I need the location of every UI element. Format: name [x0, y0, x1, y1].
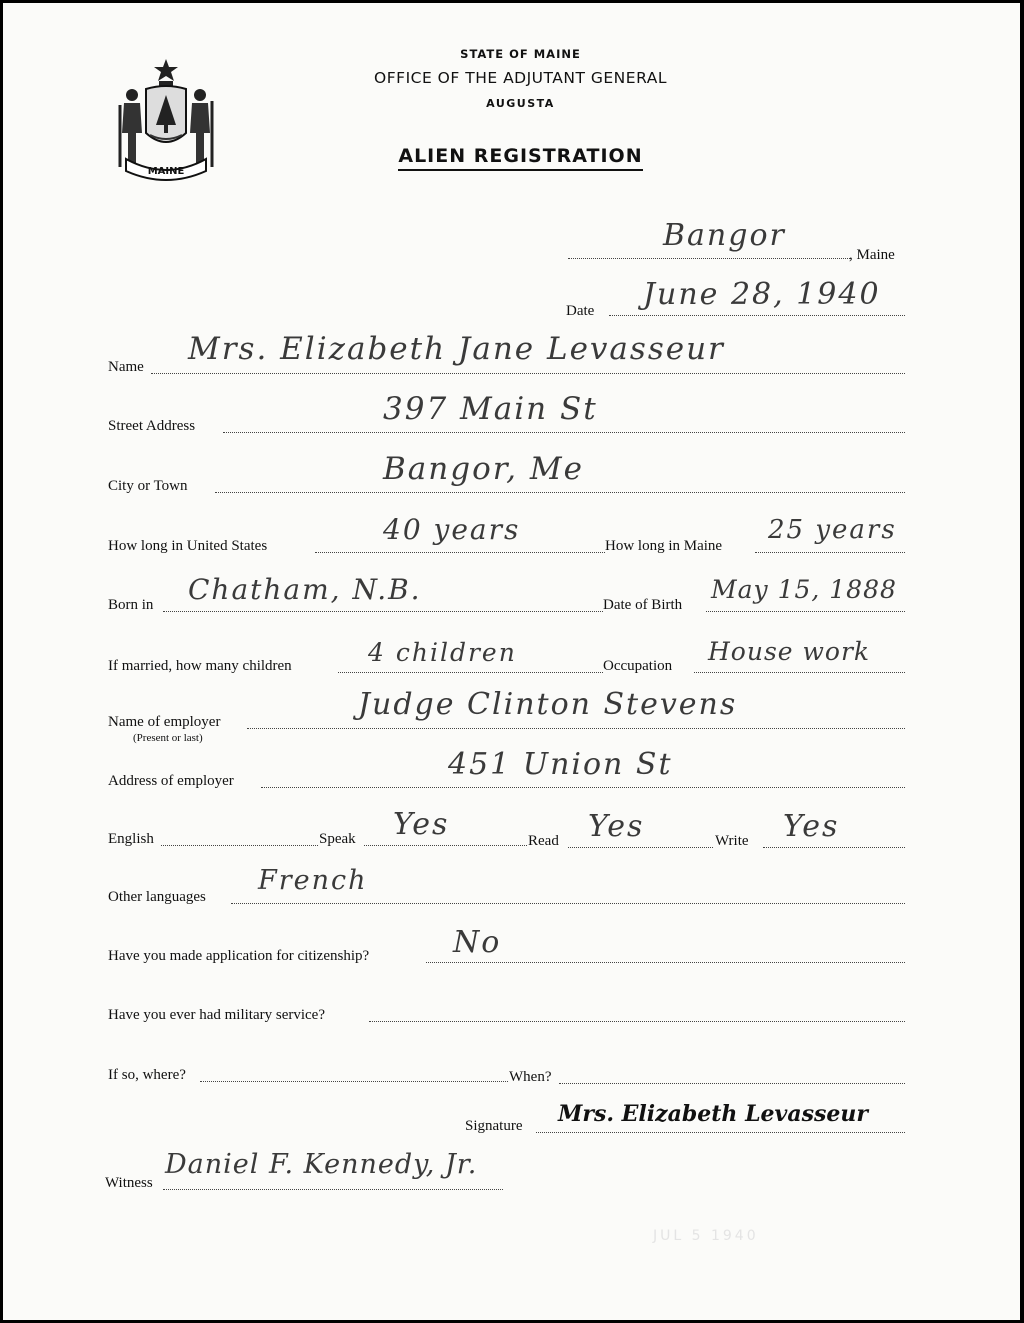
date-line [609, 315, 905, 316]
state-heading: STATE OF MAINE [460, 47, 581, 61]
street-address-line [223, 432, 905, 433]
receipt-stamp: JUL 5 1940 [653, 1228, 759, 1244]
street-address-label: Street Address [108, 418, 196, 434]
employer-address-line [261, 787, 905, 788]
citizenship-line [426, 962, 905, 963]
when-line [559, 1083, 905, 1084]
years-us-label: How long in United States [108, 538, 268, 554]
read-entry: Yes [588, 809, 645, 844]
english-line [161, 845, 318, 846]
signature-line [536, 1132, 905, 1133]
city-heading: AUGUSTA [486, 97, 555, 110]
employer-address-label: Address of employer [108, 773, 234, 789]
name-line [151, 373, 905, 374]
where-line [200, 1081, 508, 1082]
employer-sublabel: (Present or last) [133, 732, 203, 744]
speak-label: Speak [319, 831, 356, 847]
city-entry: Bangor, Me [383, 451, 584, 487]
years-us-entry: 40 years [383, 513, 521, 546]
witness-line [163, 1189, 503, 1190]
dob-line [706, 611, 905, 612]
children-entry: 4 children [368, 638, 517, 667]
born-line [163, 611, 603, 612]
other-languages-line [231, 903, 905, 904]
years-maine-label: How long in Maine [605, 538, 723, 554]
date-label: Date [566, 303, 595, 319]
city-line [215, 492, 905, 493]
witness-entry: Daniel F. Kennedy, Jr. [165, 1149, 478, 1180]
when-label: When? [509, 1069, 552, 1085]
dob-entry: May 15, 1888 [711, 575, 897, 604]
citizenship-entry: No [453, 925, 502, 960]
born-label: Born in [108, 597, 154, 613]
form-title: ALIEN REGISTRATION [12, 145, 1020, 167]
other-languages-label: Other languages [108, 889, 206, 905]
office-heading: OFFICE OF THE ADJUTANT GENERAL [374, 69, 667, 87]
read-line [568, 847, 713, 848]
military-line [369, 1021, 905, 1022]
place-suffix: , Maine [849, 247, 895, 263]
signature-entry: Mrs. Elizabeth Levasseur [558, 1101, 868, 1127]
read-label: Read [528, 833, 559, 849]
signature-label: Signature [465, 1118, 523, 1134]
citizenship-label: Have you made application for citizenship? [108, 948, 370, 964]
speak-line [364, 845, 527, 846]
date-entry: June 28, 1940 [643, 277, 881, 312]
years-maine-entry: 25 years [768, 515, 897, 545]
employer-address-entry: 451 Union St [448, 747, 673, 782]
alien-registration-form [3, 3, 1020, 1320]
svg-text:MAINE: MAINE [147, 166, 185, 177]
place-line [568, 258, 850, 259]
write-label: Write [715, 833, 749, 849]
street-address-entry: 397 Main St [383, 391, 598, 427]
dob-label: Date of Birth [603, 597, 683, 613]
children-line [338, 672, 603, 673]
write-line [763, 847, 905, 848]
employer-line [247, 728, 905, 729]
place-entry: Bangor [663, 218, 786, 253]
city-label: City or Town [108, 478, 188, 494]
born-entry: Chatham, N.B. [188, 573, 422, 606]
name-entry: Mrs. Elizabeth Jane Levasseur [188, 331, 725, 367]
employer-label: Name of employer [108, 714, 221, 730]
children-label: If married, how many children [108, 658, 292, 674]
occupation-entry: House work [708, 637, 871, 666]
speak-entry: Yes [393, 807, 450, 842]
where-label: If so, where? [108, 1067, 186, 1083]
occupation-line [694, 672, 905, 673]
english-label: English [108, 831, 154, 847]
write-entry: Yes [783, 809, 840, 844]
employer-entry: Judge Clinton Stevens [358, 687, 738, 722]
occupation-label: Occupation [603, 658, 673, 674]
witness-label: Witness [105, 1175, 153, 1191]
military-label: Have you ever had military service? [108, 1007, 325, 1023]
years-maine-line [755, 552, 905, 553]
name-label: Name [108, 359, 144, 375]
other-languages-entry: French [258, 865, 368, 896]
years-us-line [315, 552, 605, 553]
